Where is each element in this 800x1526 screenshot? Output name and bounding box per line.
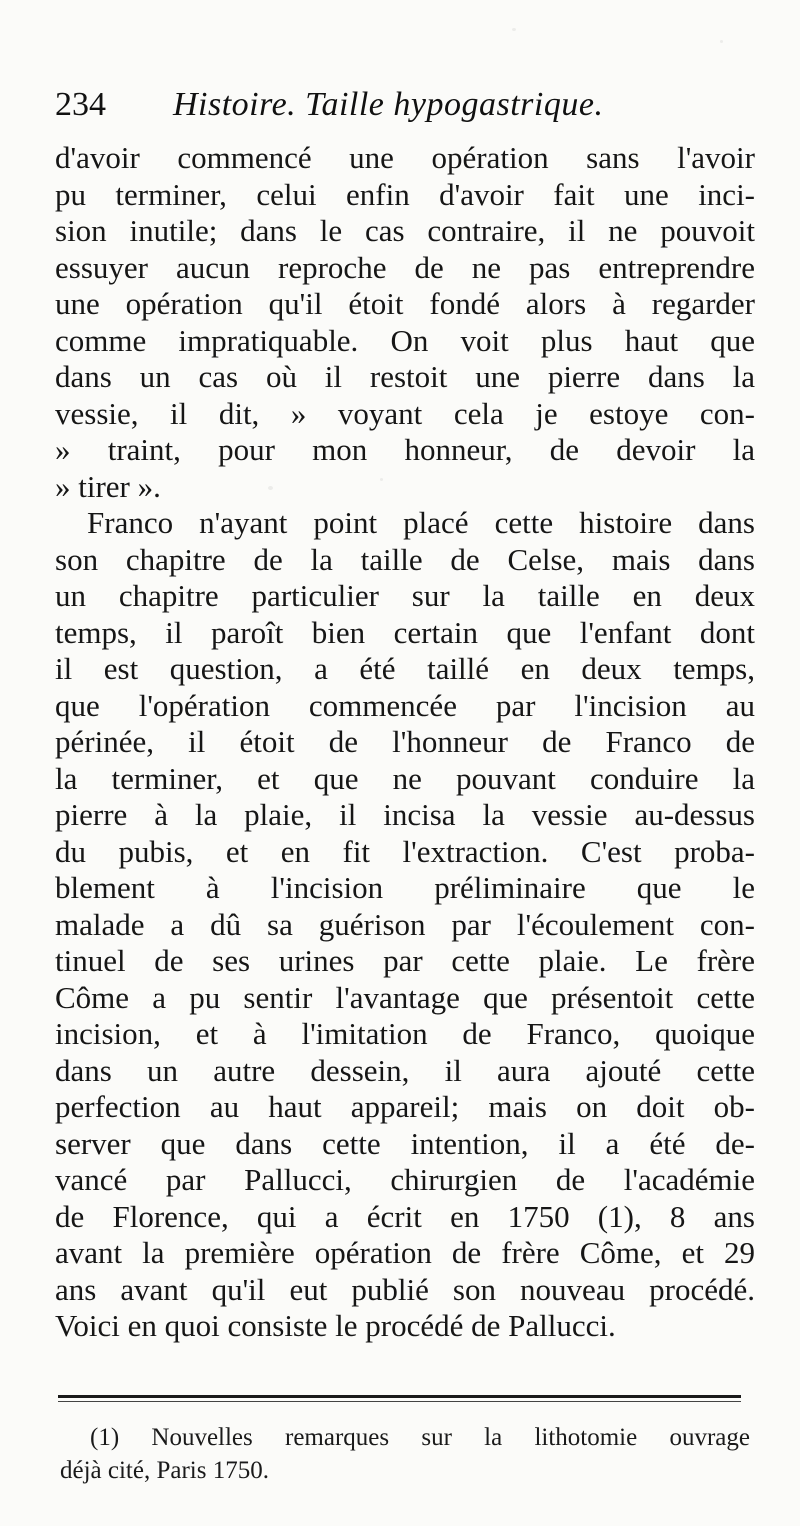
text-line: essuyer aucun reproche de ne pas entreprendre	[55, 249, 755, 285]
text-line: avant la première opération de frère Côme, et 29	[55, 1235, 755, 1270]
text-line: périnée, il étoit de l'honneur de Franco de	[55, 724, 755, 759]
text-line: dans un cas où il restoit une pierre dans la	[55, 359, 755, 394]
paper-speck	[720, 40, 723, 43]
page-header	[55, 86, 755, 136]
text-line: une opération qu'il étoit fondé alors à regarder	[55, 286, 755, 321]
running-head: Histoire. Taille hypogastrique.	[173, 86, 604, 123]
text-line: Voici en quoi consiste le procédé de Pallucci.	[55, 1308, 616, 1343]
text-line: temps, il paroît bien certain que l'enfant dont	[55, 614, 755, 650]
text-line: server que dans cette intention, il a été de-	[55, 1125, 755, 1161]
text-line: du pubis, et en fit l'extraction. C'est proba-	[55, 833, 755, 869]
text-line: vancé par Pallucci, chirurgien de l'académie	[55, 1162, 755, 1197]
text-line: pierre à la plaie, il incisa la vessie au-dessus	[55, 797, 755, 832]
text-line: comme impratiquable. On voit plus haut que	[55, 322, 755, 358]
footnote	[60, 1421, 750, 1487]
text-line: sion inutile; dans le cas contraire, il ne pouvoit	[55, 213, 755, 248]
footnote-rule-thin	[58, 1401, 741, 1402]
text-line: malade a dû sa guérison par l'écoulement con-	[55, 906, 755, 942]
text-line: un chapitre particulier sur la taille en deux	[55, 578, 755, 613]
page-number: 234	[55, 86, 106, 123]
text-line: d'avoir commencé une opération sans l'avoir	[55, 140, 755, 175]
text-line: incision, et à l'imitation de Franco, quoique	[55, 1016, 755, 1051]
text-line: son chapitre de la taille de Celse, mais dans	[55, 541, 755, 577]
paper-speck	[512, 28, 516, 31]
text-line: perfection au haut appareil; mais on doit ob-	[55, 1089, 755, 1124]
text-line: Côme a pu sentir l'avantage que présentoit cette	[55, 979, 755, 1015]
footnote-rule	[58, 1395, 741, 1398]
text-line: il est question, a été taillé en deux temps,	[55, 651, 755, 686]
text-line: pu terminer, celui enfin d'avoir fait une inci-	[55, 176, 755, 212]
text-line: Franco n'ayant point placé cette histoire dans	[87, 505, 755, 540]
footnote-line: (1) Nouvelles remarques sur la lithotomie ouvrage	[90, 1424, 750, 1451]
text-line: » traint, pour mon honneur, de devoir la	[55, 432, 755, 467]
footnote-line: déjà cité, Paris 1750.	[60, 1457, 269, 1484]
text-line: la terminer, et que ne pouvant conduire la	[55, 760, 755, 796]
text-line: ans avant qu'il eut publié son nouveau procédé.	[55, 1271, 755, 1307]
text-line: blement à l'incision préliminaire que le	[55, 870, 755, 905]
body-text	[55, 140, 755, 1345]
text-line: vessie, il dit, » voyant cela je estoye con-	[55, 395, 755, 431]
text-line: » tirer ».	[55, 468, 161, 504]
text-line: de Florence, qui a écrit en 1750 (1), 8 ans	[55, 1198, 755, 1234]
text-line: dans un autre dessein, il aura ajouté cette	[55, 1052, 755, 1088]
text-line: tinuel de ses urines par cette plaie. Le frère	[55, 943, 755, 978]
text-line: que l'opération commencée par l'incision au	[55, 687, 755, 723]
